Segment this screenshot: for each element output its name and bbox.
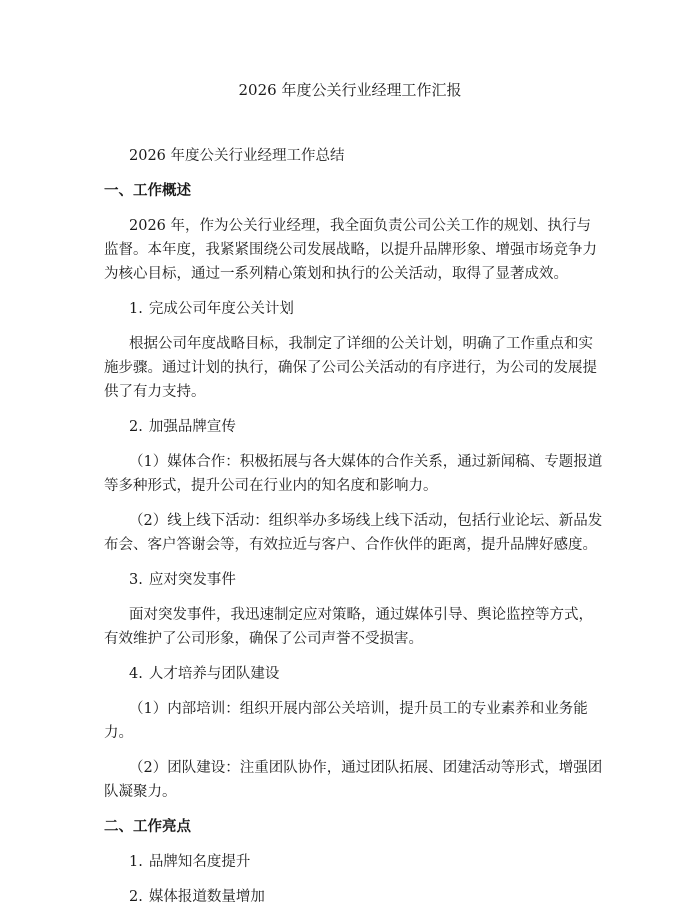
item-number: 4. [129,666,143,682]
paragraph: 面对突发事件，我迅速制定应对策略，通过媒体引导、舆论监控等方式，有效维护了公司形象，确保了公司声誉不受损害。 [104,607,593,647]
document-subtitle: 2026 年度公关行业经理工作总结 [129,148,345,164]
document-title: 2026 年度公关行业经理工作汇报 [238,81,462,99]
item-label: 人才培养与团队建设 [148,666,280,682]
item-number: 3. [129,572,143,588]
paragraph: （2）团队建设：注重团队协作，通过团队拓展、团建活动等形式，增强团队凝聚力。 [104,760,603,800]
paragraph: （2）线上线下活动：组织举办多场线上线下活动，包括行业论坛、新品发布会、客户答谢会等，有效拉近与客户、合作伙伴的距离，提升品牌好感度。 [104,513,603,553]
list-item [104,415,604,439]
list-item [104,662,604,686]
item-label: 应对突发事件 [148,572,236,588]
paragraph: 根据公司年度战略目标，我制定了详细的公关计划，明确了工作重点和实施步骤。通过计划的执行，确保了公司公关活动的有序进行，为公司的发展提供了有力支持。 [104,336,597,400]
paragraph: （1）媒体合作：积极拓展与各大媒体的合作关系，通过新闻稿、专题报道等多种形式，提升公司在行业内的知名度和影响力。 [104,454,603,494]
section-heading: 二、工作亮点 [104,818,191,835]
list-item [104,297,604,321]
item-label: 完成公司年度公关计划 [148,301,294,317]
item-number: 2. [129,889,143,905]
item-number: 2. [129,419,143,435]
list-item [104,568,604,592]
item-label: 加强品牌宣传 [148,419,236,435]
paragraph: （1）内部培训：组织开展内部公关培训，提升员工的专业素养和业务能力。 [104,701,588,741]
item-label: 媒体报道数量增加 [148,889,265,905]
item-number: 1. [129,301,143,317]
list-item [104,850,604,874]
document-body [104,144,604,920]
section-intro: 2026 年，作为公关行业经理，我全面负责公司公关工作的规划、执行与监督。本年度，我紧紧围绕公司发展战略，以提升品牌形象、增强市场竞争力为核心目标，通过一系列精心策划和执行的公关活动，取得了显著成效。 [104,218,597,282]
list-item [104,885,604,909]
item-label: 品牌知名度提升 [148,854,251,870]
item-number: 1. [129,854,143,870]
section-heading: 一、工作概述 [104,182,191,199]
